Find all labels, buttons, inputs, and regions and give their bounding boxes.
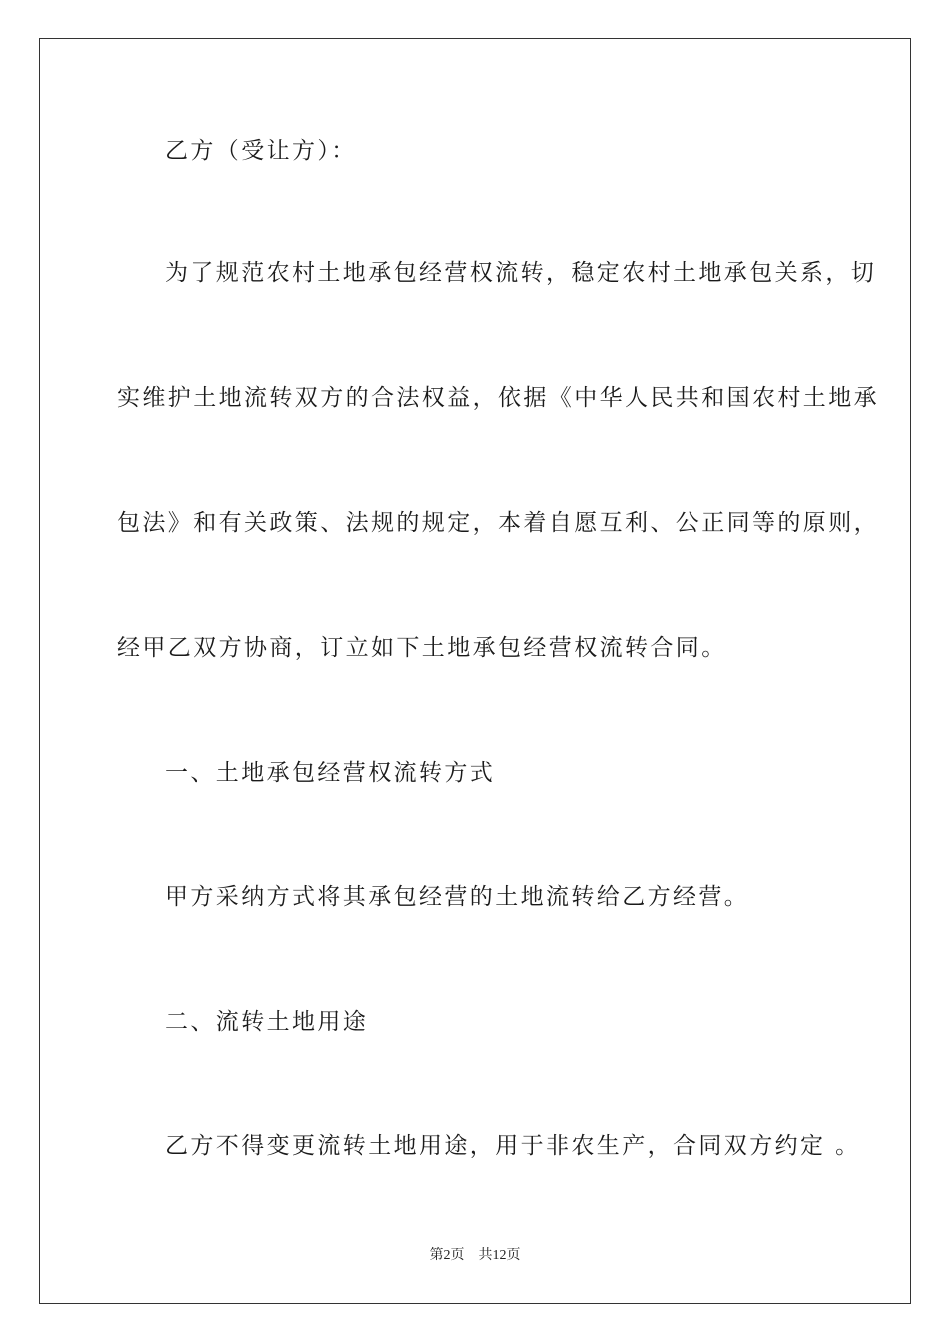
section-2-body: 乙方不得变更流转土地用途，用于非农生产，合同双方约定 。	[165, 1133, 861, 1159]
section-1-heading: 一、土地承包经营权流转方式	[165, 760, 496, 786]
preamble-line-2: 实维护土地流转双方的合法权益，依据《中华人民共和国农村土地承	[117, 385, 879, 411]
page-number-current: 第2页	[429, 1248, 465, 1263]
page-border	[39, 38, 911, 1304]
page-number-total: 共12页	[478, 1248, 521, 1263]
party-b-label: 乙方（受让方）：	[165, 138, 357, 164]
preamble-line-1: 为了规范农村土地承包经营权流转，稳定农村土地承包关系，切	[165, 260, 877, 286]
section-2-heading: 二、流转土地用途	[165, 1009, 369, 1035]
preamble-line-3: 包法》和有关政策、法规的规定，本着自愿互利、公正同等的原则，	[117, 510, 879, 536]
preamble-line-4: 经甲乙双方协商，订立如下土地承包经营权流转合同。	[117, 635, 727, 661]
section-1-body: 甲方采纳方式将其承包经营的土地流转给乙方经营。	[165, 884, 750, 910]
page-footer	[0, 1247, 950, 1265]
